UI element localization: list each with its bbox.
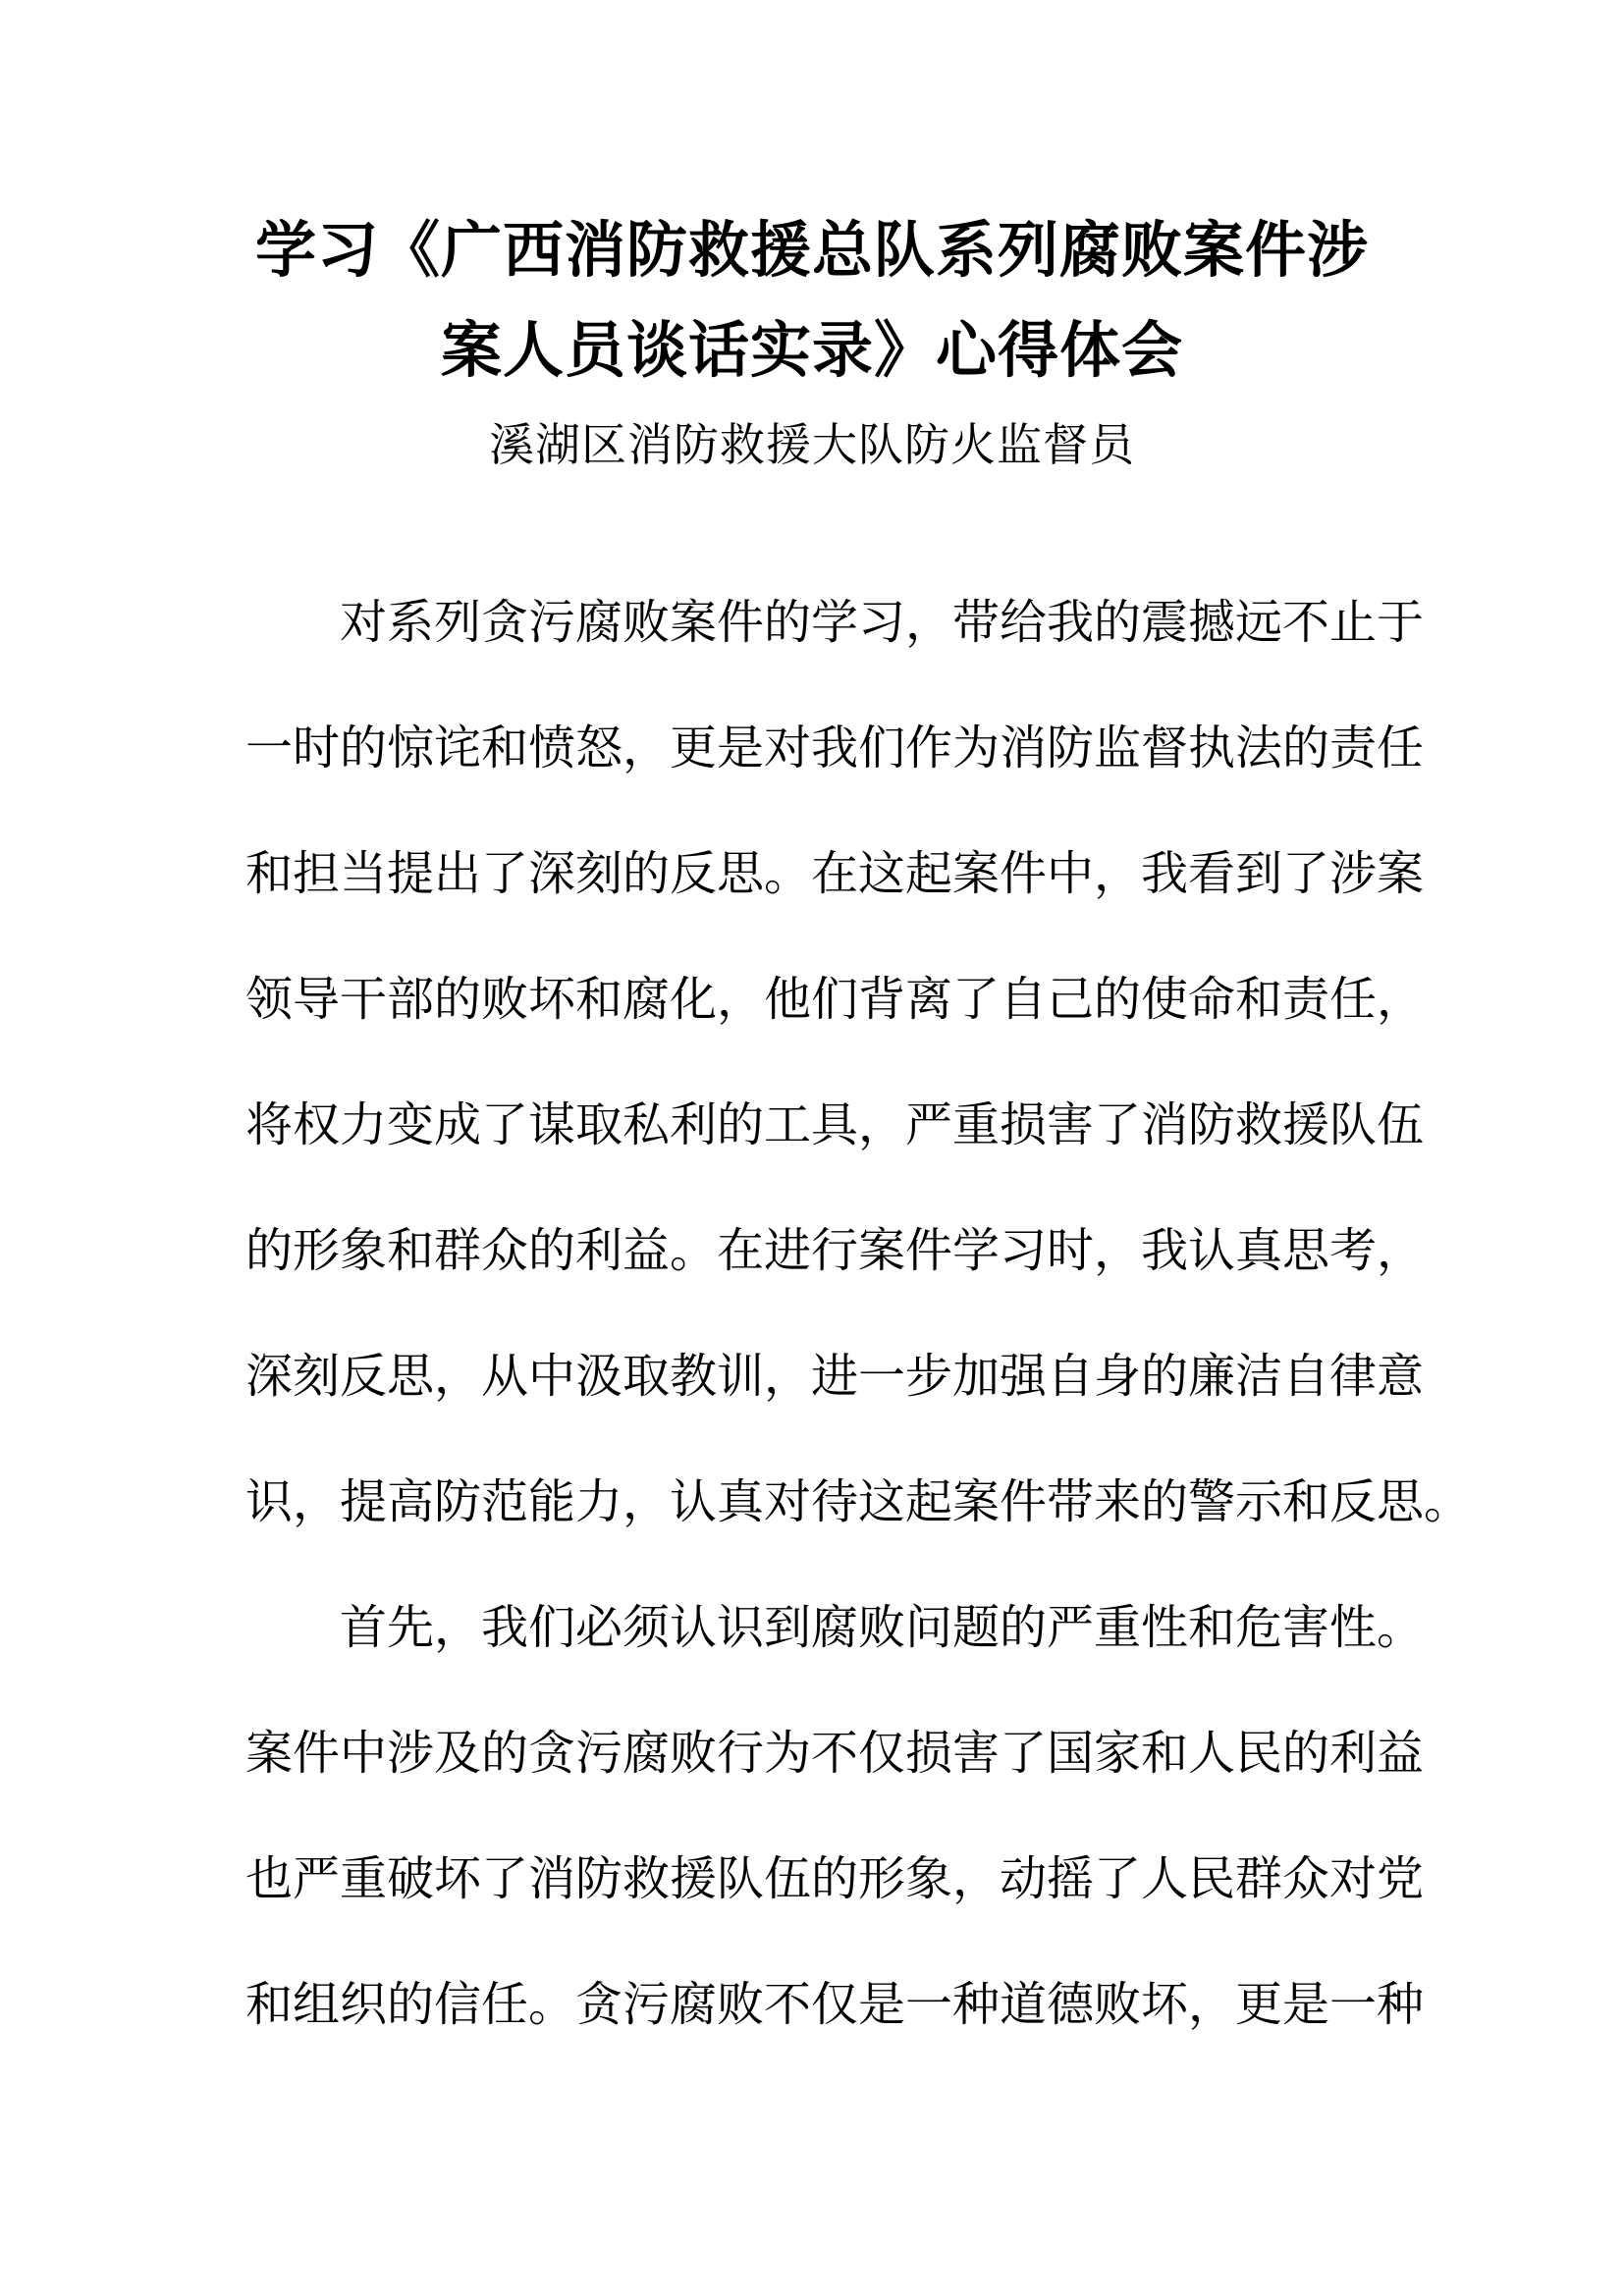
body-line: 首先，我们必须认识到腐败问题的严重性和危害性。 bbox=[340, 1602, 1425, 1654]
body-line: 也严重破坏了消防救援队伍的形象，动摇了人民群众对党 bbox=[245, 1853, 1425, 1905]
body-line: 识，提高防范能力，认真对待这起案件带来的警示和反思。 bbox=[245, 1476, 1472, 1528]
body-line: 深刻反思，从中汲取教训，进一步加强自身的廉洁自律意 bbox=[245, 1351, 1425, 1403]
body-line: 对系列贪污腐败案件的学习，带给我的震撼远不止于 bbox=[340, 597, 1425, 649]
body-line: 一时的惊诧和愤怒，更是对我们作为消防监督执法的责任 bbox=[245, 722, 1425, 774]
title-line-1: 学习《广西消防救援总队系列腐败案件涉 bbox=[254, 217, 1369, 285]
document-subtitle: 溪湖区消防救援大队防火监督员 bbox=[489, 419, 1135, 470]
body-line: 和组织的信任。贪污腐败不仅是一种道德败坏，更是一种 bbox=[245, 1979, 1425, 2031]
body-line: 的形象和群众的利益。在进行案件学习时，我认真思考， bbox=[245, 1225, 1425, 1277]
body-line: 案件中涉及的贪污腐败行为不仅损害了国家和人民的利益 bbox=[245, 1728, 1425, 1780]
title-line-2: 案人员谈话实录》心得体会 bbox=[440, 317, 1183, 385]
body-line: 领导干部的败坏和腐化，他们背离了自己的使命和责任， bbox=[245, 974, 1425, 1026]
body-line: 将权力变成了谋取私利的工具，严重损害了消防救援队伍 bbox=[245, 1099, 1425, 1151]
document-body bbox=[245, 561, 1472, 2068]
document-title bbox=[0, 0, 1624, 401]
body-line: 和担当提出了深刻的反思。在这起案件中，我看到了涉案 bbox=[245, 848, 1425, 900]
